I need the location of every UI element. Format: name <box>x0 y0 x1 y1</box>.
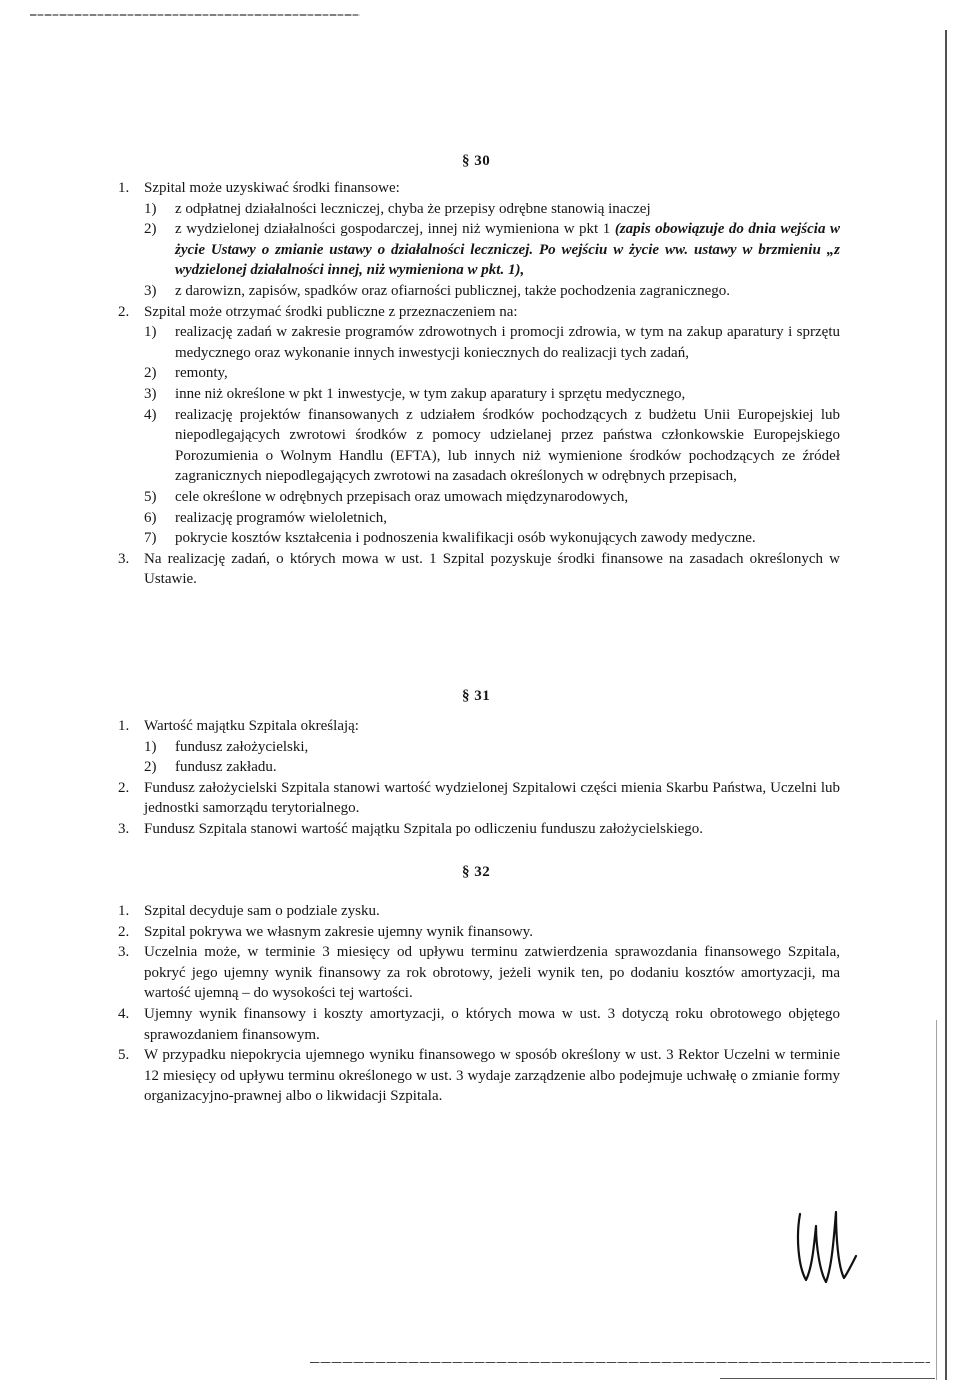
point-number: 3) <box>144 282 157 299</box>
section-heading-30: § 30 <box>462 153 491 169</box>
point-text: realizację programów wieloletnich, <box>175 509 387 526</box>
paragraph-text: Fundusz założycielski Szpitala stanowi wartość wydzielonej Szpitalowi części mienia Skarbu Państwa, Uczelni lub jednostki samorządu terytorialnego. <box>144 779 840 817</box>
paragraph-text: Na realizację zadań, o których mowa w ust. 1 Szpital pozyskuje środki finansowe na zasadach określonych w Ustawie. <box>144 550 840 588</box>
paragraph-31-2 <box>118 778 840 819</box>
point-text: cele określone w odrębnych przepisach oraz umowach międzynarodowych, <box>175 488 629 505</box>
paragraph-31-3 <box>118 819 840 840</box>
section-31-body <box>118 716 840 840</box>
paragraph-text: Szpital może otrzymać środki publiczne z przeznaczeniem na: <box>144 303 518 320</box>
point-number: 1) <box>144 200 157 217</box>
point-30-2-6 <box>118 508 840 529</box>
point-text: pokrycie kosztów kształcenia i podnoszenia kwalifikacji osób wykonujących zawody medyczne. <box>175 530 756 547</box>
point-30-2-5 <box>118 487 840 508</box>
handwritten-signature <box>792 1206 862 1286</box>
section-30-body <box>118 178 840 590</box>
paragraph-number: 1. <box>118 180 130 196</box>
paragraph-text: Szpital decyduje sam o podziale zysku. <box>144 903 380 919</box>
paragraph-number: 2. <box>118 923 130 940</box>
point-text: fundusz zakładu. <box>175 759 277 776</box>
paragraph-text: W przypadku niepokrycia ujemnego wyniku finansowego w sposób określony w ust. 3 Rektor Uczelni w terminie 12 miesięcy od upływu terminu określonego w ust. 3 wydaje zarządzenie albo podejmuje uchwałę o zmianie formy organizacyjno-prawnej albo o likwidacji Szpitala. <box>144 1047 840 1105</box>
point-note-italic: (zapis obowiązuje do dnia wejścia w życie Ustawy o zmianie ustawy o działalności leczniczej. Po wejściu w życie ww. ustawy w brzmieniu „z wydzielonej działalności innej, niż wymieniona w pkt. 1), <box>175 221 841 279</box>
paragraph-number: 3. <box>118 550 130 567</box>
point-text: z darowizn, zapisów, spadków oraz ofiarności publicznej, także pochodzenia zagranicznego. <box>175 282 731 299</box>
point-31-1-2 <box>118 757 840 778</box>
paragraph-30-1 <box>118 178 840 199</box>
paragraph-text: Szpital może uzyskiwać środki finansowe: <box>144 180 400 196</box>
point-30-2-3 <box>118 384 840 405</box>
paragraph-32-1 <box>118 901 840 922</box>
point-text: fundusz założycielski, <box>175 738 309 755</box>
paragraph-30-3 <box>118 549 840 590</box>
point-number: 6) <box>144 509 157 526</box>
paragraph-number: 1. <box>118 718 130 734</box>
point-30-2-2 <box>118 363 840 384</box>
section-heading-32: § 32 <box>462 864 491 880</box>
point-30-2-4 <box>118 405 840 487</box>
point-text: z odpłatnej działalności leczniczej, chyba że przepisy odrębne stanowią inaczej <box>175 200 651 217</box>
paragraph-number: 2. <box>118 779 130 796</box>
paragraph-32-5 <box>118 1045 840 1107</box>
paragraph-number: 5. <box>118 1047 130 1064</box>
point-text: realizację zadań w zakresie programów zdrowotnych i promocji zdrowia, w tym na zakup aparatury i sprzętu medycznego oraz wykonanie innych inwestycji koniecznych do realizacji tych zadań, <box>175 324 840 361</box>
paragraph-text: Fundusz Szpitala stanowi wartość majątku Szpitala po odliczeniu funduszu założycielskiego. <box>144 820 704 837</box>
point-30-2-7 <box>118 528 840 549</box>
paragraph-number: 1. <box>118 903 130 919</box>
paragraph-text: Ujemny wynik finansowy i koszty amortyzacji, o których mowa w ust. 3 dotyczą roku obrotowego objętego sprawozdaniem finansowym. <box>144 1005 840 1043</box>
paragraph-number: 4. <box>118 1005 130 1022</box>
paragraph-number: 3. <box>118 944 130 961</box>
point-text: z wydzielonej działalności gospodarczej, innej niż wymieniona w pkt 1 <box>175 221 611 238</box>
paragraph-32-4 <box>118 1004 840 1045</box>
point-30-1-1 <box>118 199 840 220</box>
point-number: 2) <box>144 365 157 382</box>
point-number: 2) <box>144 759 157 776</box>
point-number: 5) <box>144 488 157 505</box>
point-number: 1) <box>144 324 157 341</box>
point-31-1-1 <box>118 737 840 758</box>
point-text: inne niż określone w pkt 1 inwestycje, w tym zakup aparatury i sprzętu medycznego, <box>175 385 686 402</box>
paragraph-32-2 <box>118 922 840 943</box>
point-number: 4) <box>144 406 157 423</box>
paragraph-31-1 <box>118 716 840 737</box>
paragraph-number: 2. <box>118 303 130 320</box>
point-number: 3) <box>144 385 157 402</box>
paragraph-text: Wartość majątku Szpitala określają: <box>144 718 359 734</box>
point-text: realizację projektów finansowanych z udziałem środków pochodzących z budżetu Unii Europejskiej lub niepodlegających zwrotowi środków z pomocy udzielanej przez państwa członkowskie Europejskiego Porozumienia o Wolnym Handlu (EFTA), lub innych niż wymienione środków pochodzących ze źródeł zagranicznych niepodlegających zwrotowi na zasadach określonych w odrębnych przepisach, <box>175 406 840 485</box>
point-number: 1) <box>144 738 157 755</box>
point-number: 2) <box>144 221 157 238</box>
section-heading-31: § 31 <box>462 688 491 704</box>
paragraph-number: 3. <box>118 820 130 837</box>
point-text: remonty, <box>175 365 228 382</box>
point-30-1-3 <box>118 281 840 302</box>
paragraph-30-2 <box>118 302 840 323</box>
point-number: 7) <box>144 530 157 547</box>
paragraph-text: Uczelnia może, w terminie 3 miesięcy od upływu terminu zatwierdzenia sprawozdania finansowego Szpitala, pokryć jego ujemny wynik finansowy za rok obrotowy, jeżeli wynik ten, po dodaniu kosztów amortyzacji, ma wartość ujemną – do wysokości tej wartości. <box>144 944 840 1002</box>
section-32-body <box>118 901 840 1107</box>
point-30-2-1 <box>118 322 840 363</box>
point-30-1-2 <box>118 219 840 281</box>
paragraph-32-3 <box>118 942 840 1004</box>
paragraph-text: Szpital pokrywa we własnym zakresie ujemny wynik finansowy. <box>144 923 533 940</box>
